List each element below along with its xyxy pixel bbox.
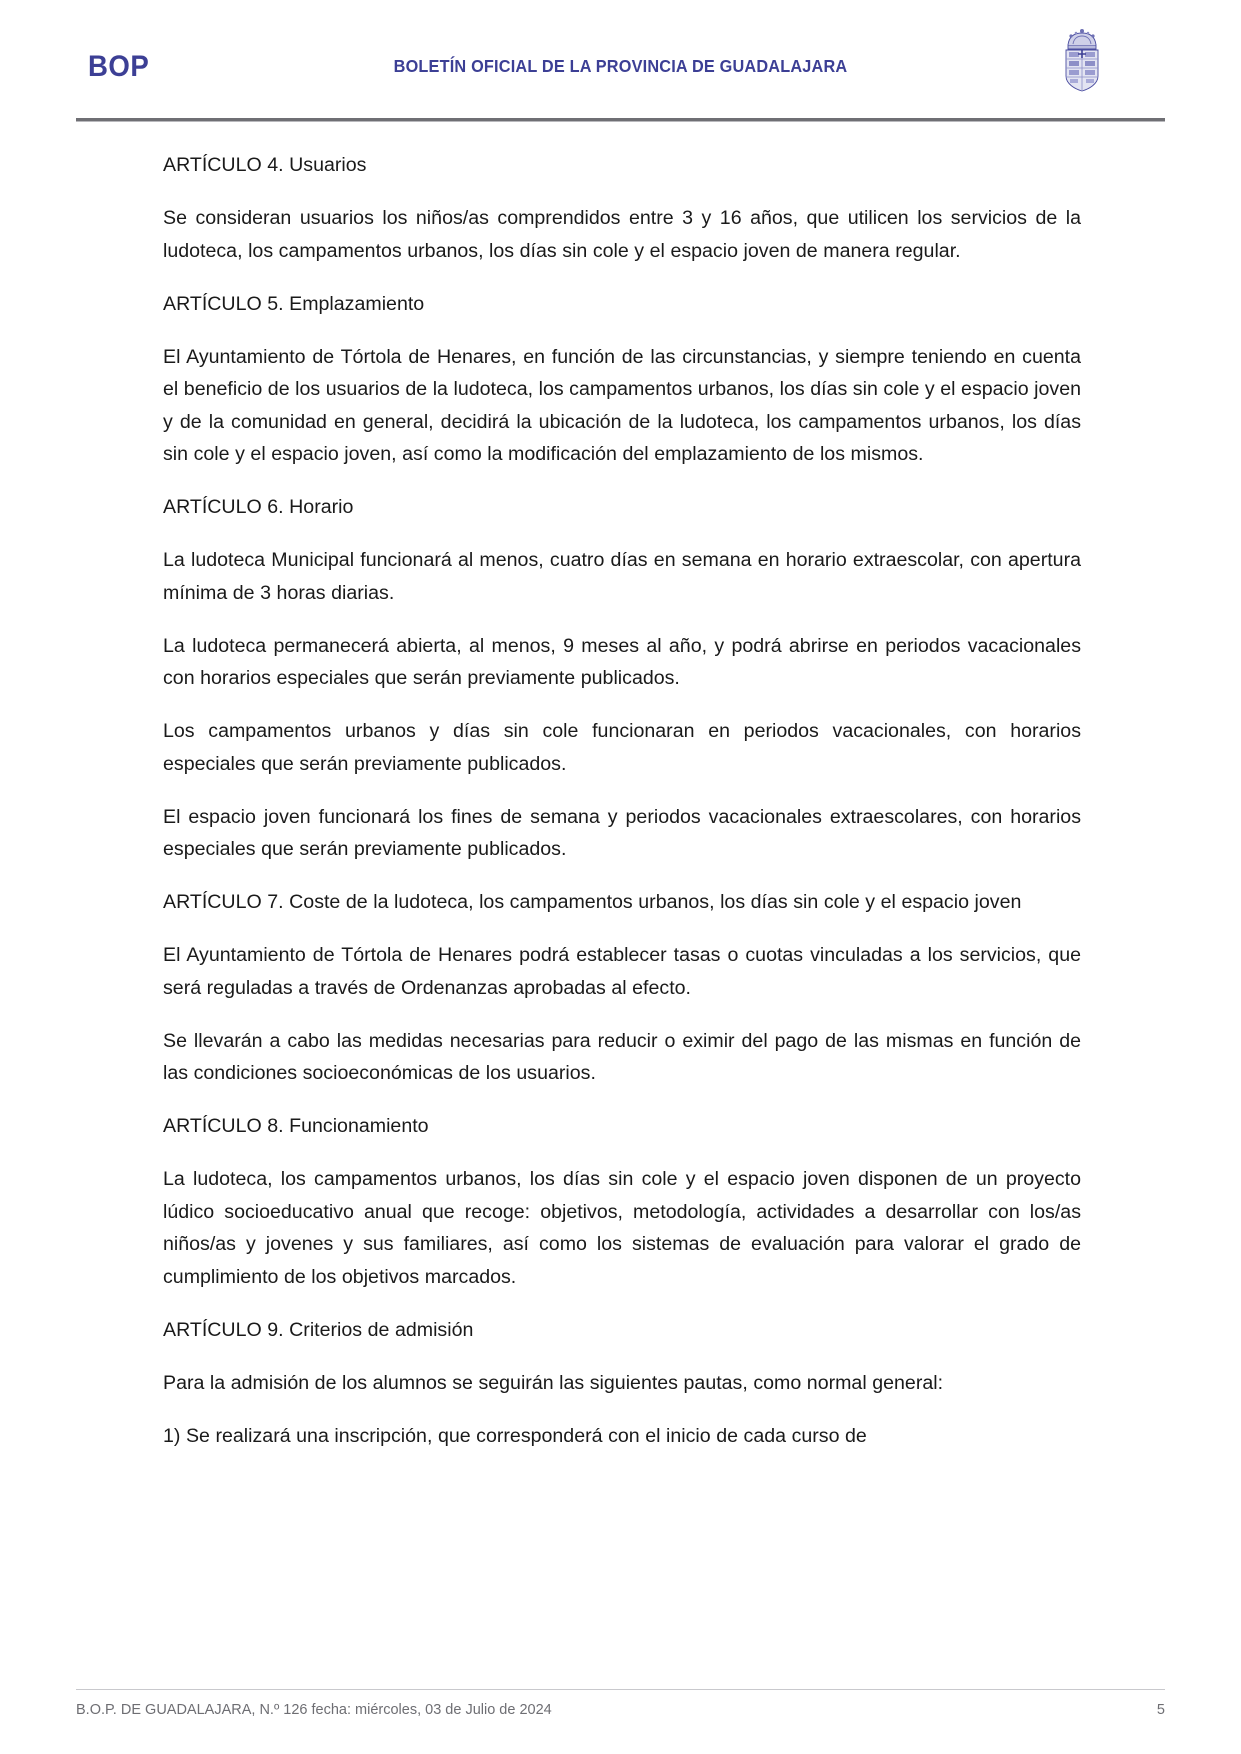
document-body [0, 121, 1241, 1754]
body-paragraph: La ludoteca, los campamentos urbanos, los días sin cole y el espacio joven disponen de un proyecto lúdico socioeducativo anual que recoge: objetivos, metodología, actividades a desarrollar con los/as niños/as y jovenes y sus familiares, así como los sistemas de evaluación para valorar el grado de cumplimiento de los objetivos marcados. [163, 1168, 1081, 1288]
body-paragraph: La ludoteca permanecerá abierta, al menos, 9 meses al año, y podrá abrirse en periodos vacacionales con horarios especiales que serán previamente publicados. [163, 634, 1081, 689]
body-paragraph: Los campamentos urbanos y días sin cole funcionaran en periodos vacacionales, con horarios especiales que serán previamente publicados. [163, 720, 1081, 775]
article-heading: ARTÍCULO 9. Criterios de admisión [163, 1318, 474, 1341]
page-footer [0, 1689, 1241, 1718]
body-paragraph: El Ayuntamiento de Tórtola de Henares, en función de las circunstancias, y siempre teniendo en cuenta el beneficio de los usuarios de la ludoteca, los campamentos urbanos, los días sin cole y el espacio joven y de la comunidad en general, decidirá la ubicación de la ludoteca, los campamentos urbanos, los días sin cole y el espacio joven, así como la modificación del emplazamiento de los mismos. [163, 345, 1081, 465]
article-heading: ARTÍCULO 5. Emplazamiento [163, 292, 425, 315]
body-paragraph: Se consideran usuarios los niños/as comprendidos entre 3 y 16 años, que utilicen los servicios de la ludoteca, los campamentos urbanos, los días sin cole y el espacio joven de manera regular. [163, 207, 1081, 262]
body-paragraph: El espacio joven funcionará los fines de semana y periodos vacacionales extraescolares, con horarios especiales que serán previamente publicados. [163, 805, 1081, 860]
body-paragraph: 1) Se realizará una inscripción, que corresponderá con el inicio de cada curso de [163, 1424, 867, 1447]
article-heading: ARTÍCULO 6. Horario [163, 496, 354, 518]
footer-publication-info: B.O.P. DE GUADALAJARA, N.º 126 fecha: miércoles, 03 de Julio de 2024 [76, 1702, 552, 1718]
bop-logo: BOP [88, 50, 150, 83]
article-heading: ARTÍCULO 4. Usuarios [163, 154, 367, 176]
article-heading: ARTÍCULO 8. Funcionamiento [163, 1115, 429, 1137]
coat-of-arms-icon [1059, 26, 1105, 92]
article-heading: ARTÍCULO 7. Coste de la ludoteca, los campamentos urbanos, los días sin cole y el espacio joven [163, 891, 1022, 913]
body-paragraph: Para la admisión de los alumnos se seguirán las siguientes pautas, como normal general: [163, 1371, 944, 1394]
body-paragraph: La ludoteca Municipal funcionará al menos, cuatro días en semana en horario extraescolar, con apertura mínima de 3 horas diarias. [163, 549, 1081, 604]
header-divider [76, 118, 1165, 121]
body-paragraph: El Ayuntamiento de Tórtola de Henares podrá establecer tasas o cuotas vinculadas a los servicios, que será reguladas a través de Ordenanzas aprobadas al efecto. [163, 944, 1081, 999]
body-paragraph: Se llevarán a cabo las medidas necesarias para reducir o eximir del pago de las mismas en función de las condiciones socioeconómicas de los usuarios. [163, 1029, 1081, 1084]
footer-divider [76, 1689, 1165, 1690]
bulletin-title: BOLETÍN OFICIAL DE LA PROVINCIA DE GUADALAJARA [393, 56, 848, 76]
footer-page-number: 5 [1156, 1702, 1165, 1718]
page-header [76, 0, 1165, 118]
